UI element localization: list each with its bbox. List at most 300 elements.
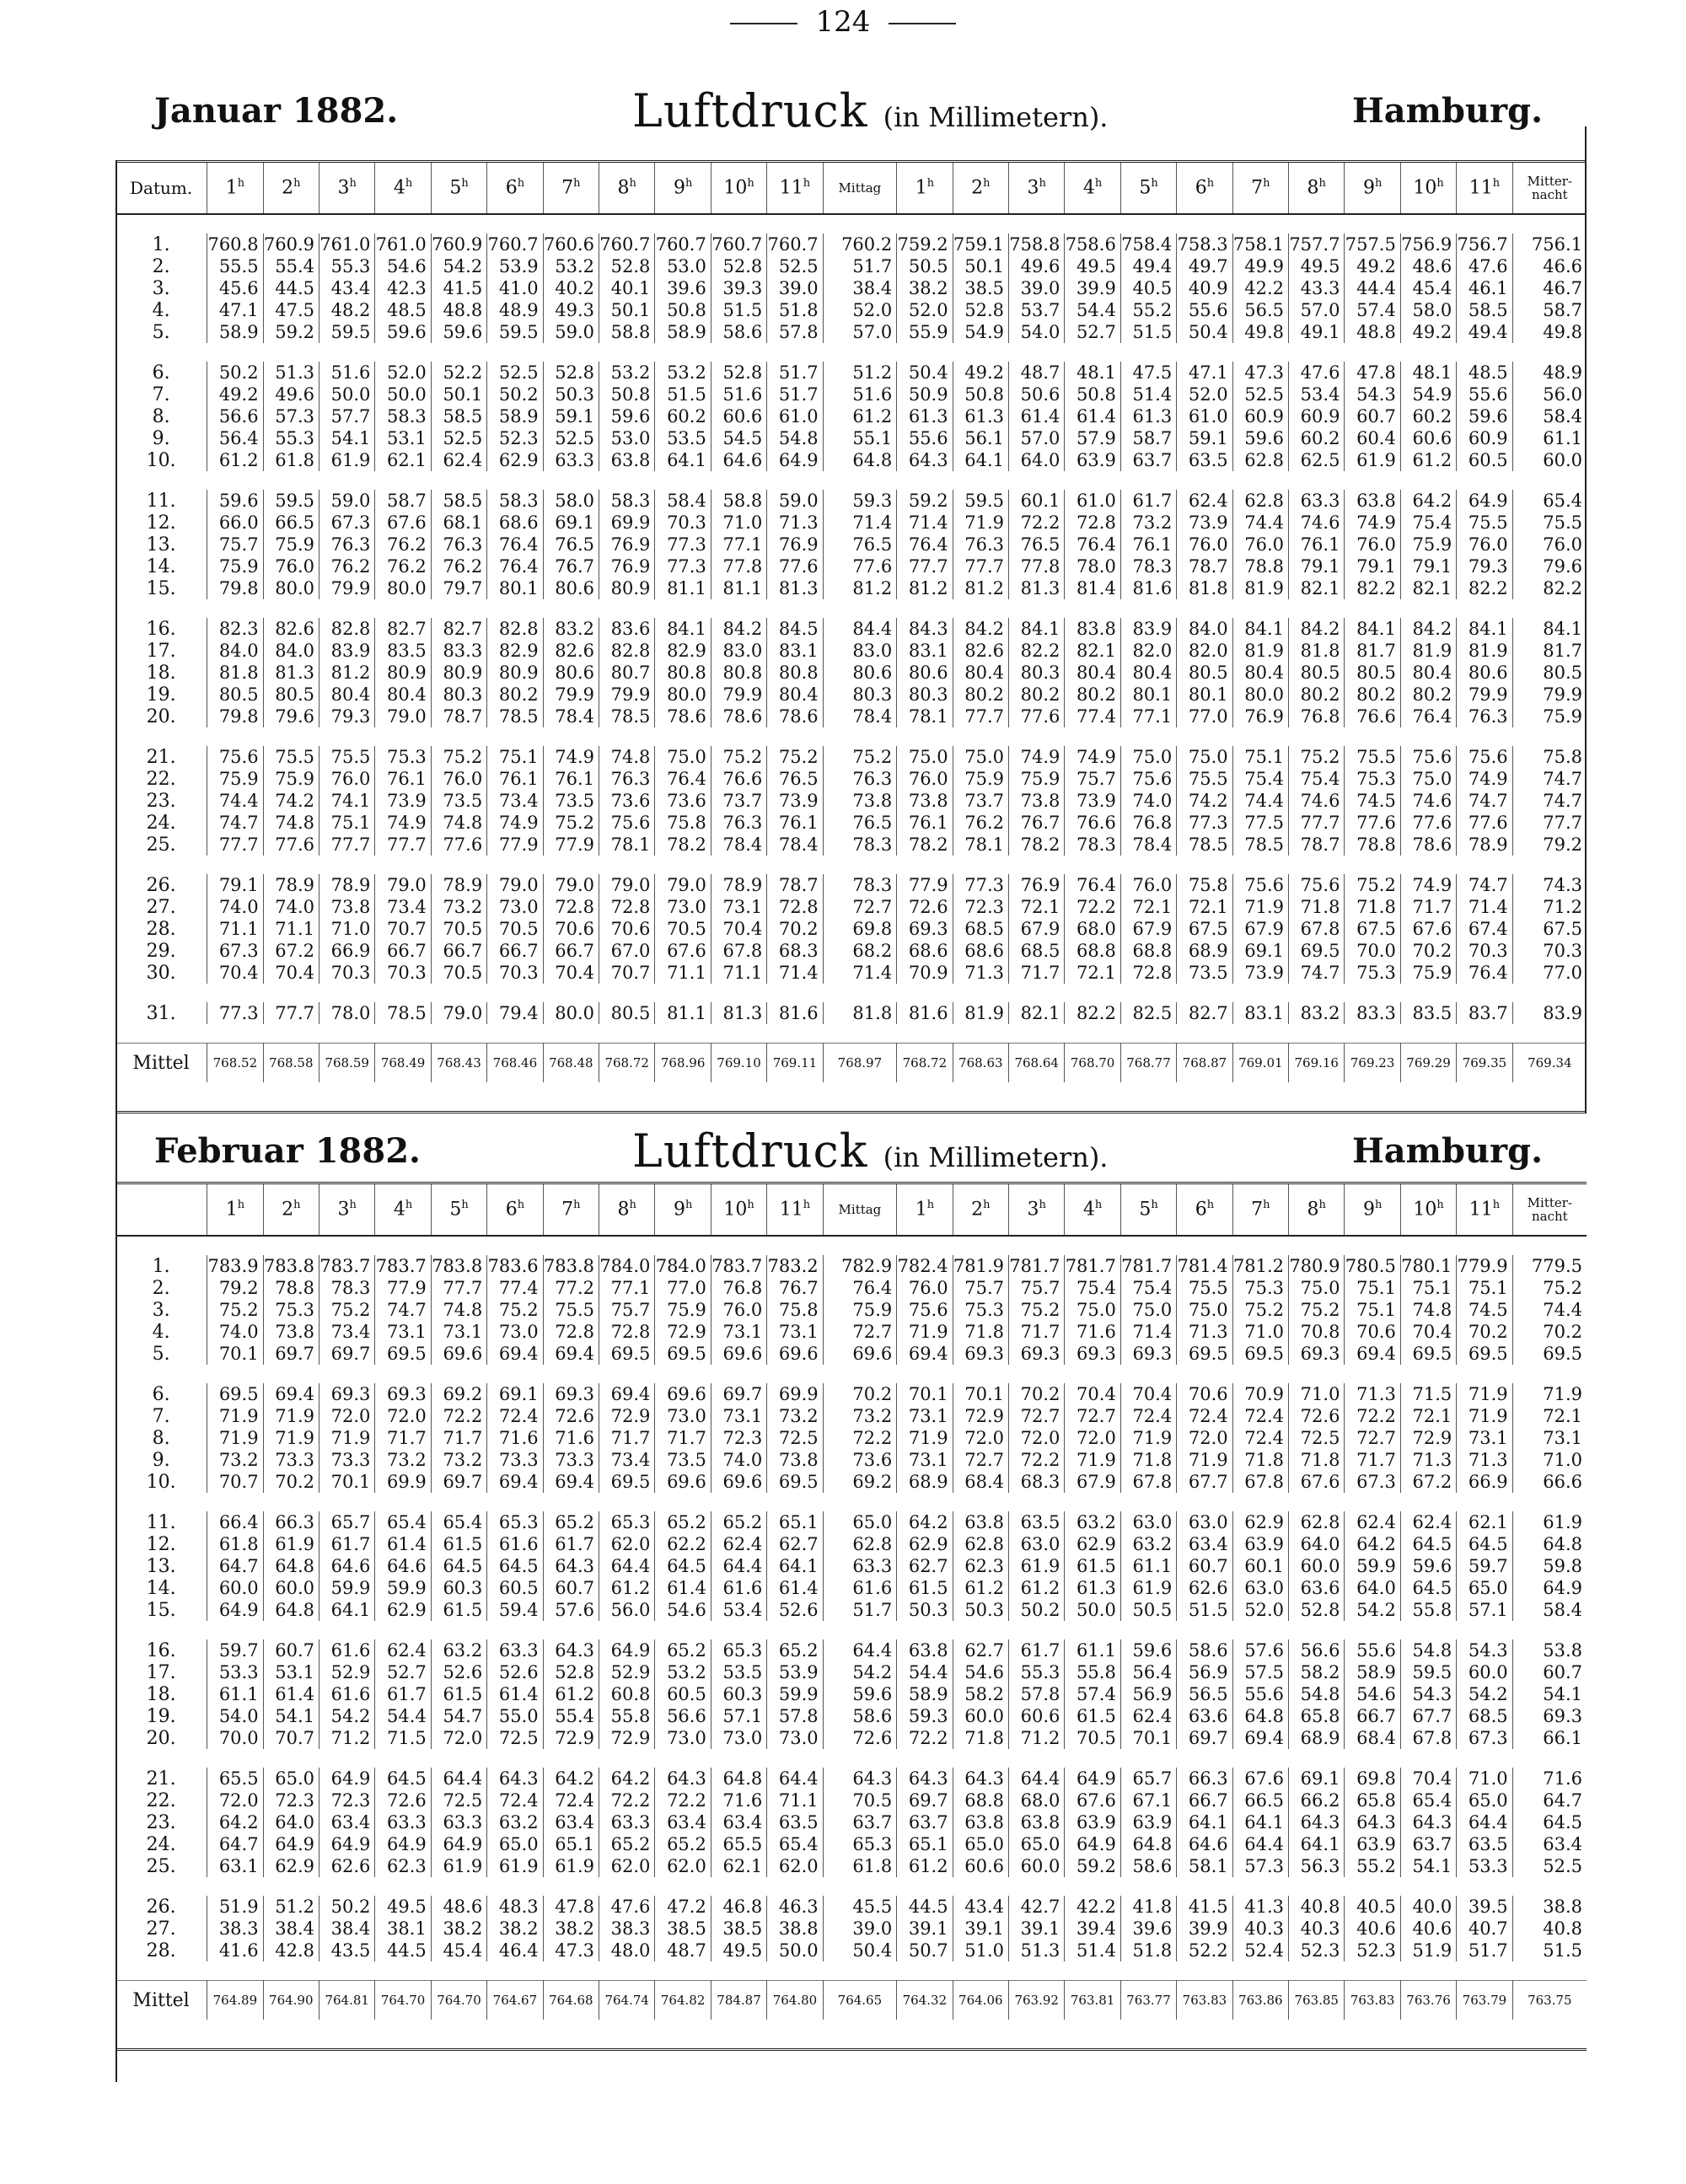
pressure-cell: 78.5 xyxy=(1232,834,1288,856)
date-cell: 20. xyxy=(115,706,207,727)
pressure-cell: 49.5 xyxy=(1065,255,1120,277)
pressure-cell: 61.8 xyxy=(263,449,319,471)
pressure-cell: 84.2 xyxy=(711,618,766,640)
pressure-cell: 69.7 xyxy=(1177,1727,1232,1749)
pressure-cell: 58.0 xyxy=(543,490,599,512)
pressure-cell: 76.7 xyxy=(767,1277,823,1299)
pressure-cell: 74.9 xyxy=(543,746,599,768)
pressure-cell: 67.6 xyxy=(1232,1768,1288,1790)
pressure-cell: 59.6 xyxy=(1400,1555,1456,1577)
pressure-cell: 60.0 xyxy=(1009,1855,1065,1877)
pressure-cell: 75.3 xyxy=(953,1299,1008,1321)
pressure-cell: 73.1 xyxy=(767,1321,823,1343)
group-gap xyxy=(115,1493,1587,1511)
pressure-cell: 59.5 xyxy=(953,490,1008,512)
pressure-cell: 56.4 xyxy=(1120,1661,1176,1683)
pressure-cell: 62.9 xyxy=(1065,1533,1120,1555)
table-row xyxy=(115,1449,1587,1471)
pressure-cell: 52.5 xyxy=(487,362,543,384)
pressure-cell: 80.5 xyxy=(263,684,319,706)
mittel-cell: 763.81 xyxy=(1065,1981,1120,2020)
pressure-cell: 71.0 xyxy=(319,918,374,940)
pressure-cell: 69.8 xyxy=(1345,1768,1400,1790)
date-cell: 14. xyxy=(115,1577,207,1599)
pressure-cell: 82.2 xyxy=(1065,1002,1120,1024)
pressure-cell: 39.0 xyxy=(767,277,823,299)
pressure-cell: 83.2 xyxy=(543,618,599,640)
pressure-cell: 64.5 xyxy=(1457,1533,1512,1555)
pressure-cell: 44.4 xyxy=(1345,277,1400,299)
pressure-cell: 56.5 xyxy=(1232,299,1288,321)
pressure-cell: 64.3 xyxy=(1289,1811,1345,1833)
pressure-cell: 60.9 xyxy=(1457,427,1512,449)
pressure-cell: 76.5 xyxy=(823,534,897,555)
table-row xyxy=(115,662,1587,684)
pressure-cell: 61.4 xyxy=(263,1683,319,1705)
pressure-cell: 77.4 xyxy=(487,1277,543,1299)
pressure-cell: 70.4 xyxy=(1065,1383,1120,1405)
pressure-cell: 64.3 xyxy=(543,1639,599,1661)
table-row xyxy=(115,362,1587,384)
pressure-cell: 71.3 xyxy=(1457,1449,1512,1471)
pressure-cell: 78.5 xyxy=(487,706,543,727)
pressure-cell: 76.3 xyxy=(599,768,655,790)
pressure-cell: 39.6 xyxy=(1120,1918,1176,1940)
pressure-cell: 81.7 xyxy=(1345,640,1400,662)
pressure-cell: 75.2 xyxy=(487,1299,543,1321)
pressure-cell: 62.0 xyxy=(599,1855,655,1877)
pressure-cell: 70.3 xyxy=(1457,940,1512,962)
pressure-cell: 57.5 xyxy=(1232,1661,1288,1683)
pressure-cell: 72.2 xyxy=(599,1790,655,1811)
pressure-cell: 63.8 xyxy=(1009,1811,1065,1833)
pressure-cell: 81.9 xyxy=(1457,640,1512,662)
date-cell: 4. xyxy=(115,299,207,321)
pressure-cell: 76.9 xyxy=(767,534,823,555)
pressure-cell: 73.2 xyxy=(431,1449,486,1471)
pressure-cell: 72.7 xyxy=(823,896,897,918)
pressure-cell: 59.8 xyxy=(1543,1556,1582,1576)
pressure-cell: 51.8 xyxy=(767,299,823,321)
pressure-cell: 74.9 xyxy=(1457,768,1512,790)
table-row xyxy=(115,449,1587,471)
pressure-cell: 64.7 xyxy=(207,1555,263,1577)
pressure-cell: 760.9 xyxy=(431,233,486,255)
pressure-cell: 66.0 xyxy=(207,512,263,534)
pressure-cell: 56.1 xyxy=(953,427,1008,449)
pressure-cell: 61.2 xyxy=(953,1577,1008,1599)
pressure-cell: 41.3 xyxy=(1232,1896,1288,1918)
pressure-cell: 58.8 xyxy=(711,490,766,512)
pressure-cell: 74.2 xyxy=(1177,790,1232,812)
pressure-cell: 73.7 xyxy=(711,790,766,812)
pressure-cell: 75.2 xyxy=(823,746,897,768)
pressure-cell: 43.3 xyxy=(1289,277,1345,299)
date-cell: 11. xyxy=(115,490,207,512)
february-table-title xyxy=(632,1124,1108,1178)
date-cell: 18. xyxy=(115,662,207,684)
february-city: Hamburg. xyxy=(1351,1131,1543,1171)
bottom-rule xyxy=(115,2048,1587,2051)
hour-header: 2$^h$ xyxy=(263,1183,319,1237)
pressure-cell: 69.1 xyxy=(487,1383,543,1405)
pressure-cell: 73.2 xyxy=(767,1405,823,1427)
pressure-cell: 77.7 xyxy=(953,555,1008,577)
pressure-cell: 63.4 xyxy=(543,1811,599,1833)
pressure-cell: 79.1 xyxy=(207,874,263,896)
pressure-cell: 70.7 xyxy=(207,1471,263,1493)
pressure-cell: 61.4 xyxy=(487,1683,543,1705)
pressure-cell: 68.5 xyxy=(1457,1705,1512,1727)
table-row xyxy=(115,618,1587,640)
pressure-cell: 76.4 xyxy=(1457,962,1512,984)
pressure-cell: 52.0 xyxy=(1232,1599,1288,1621)
pressure-cell: 74.0 xyxy=(263,896,319,918)
pressure-cell: 72.2 xyxy=(1345,1405,1400,1427)
pressure-cell: 68.1 xyxy=(431,512,486,534)
pressure-cell: 80.6 xyxy=(897,662,953,684)
pressure-cell: 67.3 xyxy=(207,940,263,962)
pressure-cell: 69.2 xyxy=(431,1383,486,1405)
pressure-cell: 59.1 xyxy=(1177,427,1232,449)
pressure-cell: 59.0 xyxy=(319,490,374,512)
pressure-cell: 65.3 xyxy=(711,1639,766,1661)
pressure-cell: 84.4 xyxy=(823,618,897,640)
pressure-cell: 71.6 xyxy=(1543,1768,1582,1789)
table-row xyxy=(115,255,1587,277)
pressure-cell: 69.2 xyxy=(823,1471,897,1493)
pressure-cell: 75.2 xyxy=(711,746,766,768)
pressure-cell: 78.0 xyxy=(1065,555,1120,577)
pressure-cell: 79.4 xyxy=(487,1002,543,1024)
pressure-cell: 64.5 xyxy=(375,1768,431,1790)
pressure-cell: 66.2 xyxy=(1289,1790,1345,1811)
pressure-cell: 49.3 xyxy=(543,299,599,321)
pressure-cell: 61.3 xyxy=(1120,405,1176,427)
pressure-cell: 75.8 xyxy=(655,812,711,834)
pressure-cell: 67.6 xyxy=(655,940,711,962)
pressure-cell: 65.4 xyxy=(767,1833,823,1855)
pressure-cell: 43.5 xyxy=(319,1940,374,1961)
pressure-cell: 40.5 xyxy=(1345,1896,1400,1918)
pressure-cell: 40.6 xyxy=(1345,1918,1400,1940)
pressure-cell: 76.9 xyxy=(1009,874,1065,896)
pressure-cell: 77.1 xyxy=(599,1277,655,1299)
pressure-cell: 77.0 xyxy=(1177,706,1232,727)
pressure-cell: 72.4 xyxy=(1232,1405,1288,1427)
pressure-cell: 51.2 xyxy=(263,1896,319,1918)
hour-header: 8$^h$ xyxy=(599,1183,655,1237)
pressure-cell: 780.1 xyxy=(1400,1255,1456,1277)
pressure-cell: 64.9 xyxy=(263,1833,319,1855)
pressure-cell: 74.9 xyxy=(1400,874,1456,896)
pressure-cell: 783.7 xyxy=(375,1255,431,1277)
pressure-cell: 49.5 xyxy=(375,1896,431,1918)
pressure-cell: 63.7 xyxy=(1120,449,1176,471)
pressure-cell: 77.7 xyxy=(953,706,1008,727)
pressure-cell: 61.3 xyxy=(953,405,1008,427)
pressure-cell: 79.6 xyxy=(1543,556,1582,577)
pressure-cell: 45.4 xyxy=(1400,277,1456,299)
pressure-cell: 79.2 xyxy=(207,1277,263,1299)
pressure-cell: 80.0 xyxy=(543,1002,599,1024)
pressure-cell: 64.2 xyxy=(1400,490,1456,512)
pressure-cell: 73.1 xyxy=(1543,1428,1582,1448)
pressure-cell: 55.0 xyxy=(487,1705,543,1727)
pressure-cell: 83.3 xyxy=(431,640,486,662)
pressure-cell: 84.1 xyxy=(1543,619,1582,639)
pressure-cell: 76.2 xyxy=(953,812,1008,834)
hour-header: 11$^h$ xyxy=(1457,162,1512,215)
pressure-cell: 46.8 xyxy=(711,1896,766,1918)
pressure-cell: 71.8 xyxy=(953,1727,1008,1749)
pressure-cell: 71.8 xyxy=(1289,1449,1345,1471)
pressure-cell: 54.9 xyxy=(953,321,1008,343)
pressure-cell: 52.5 xyxy=(431,427,486,449)
date-cell: 24. xyxy=(115,812,207,834)
pressure-cell: 65.2 xyxy=(711,1511,766,1533)
hour-header: 2$^h$ xyxy=(263,162,319,215)
hour-header: 1$^h$ xyxy=(897,162,953,215)
pressure-cell: 783.2 xyxy=(767,1255,823,1277)
pressure-cell: 779.5 xyxy=(1531,1256,1582,1276)
pressure-cell: 48.1 xyxy=(1400,362,1456,384)
pressure-cell: 63.0 xyxy=(1177,1511,1232,1533)
pressure-cell: 76.2 xyxy=(431,555,486,577)
pressure-cell: 48.3 xyxy=(487,1896,543,1918)
mittel-cell: 769.16 xyxy=(1289,1044,1345,1083)
pressure-cell: 72.7 xyxy=(1345,1427,1400,1449)
pressure-cell: 70.2 xyxy=(1457,1321,1512,1343)
pressure-cell: 59.3 xyxy=(897,1705,953,1727)
pressure-cell: 77.7 xyxy=(897,555,953,577)
pressure-cell: 59.6 xyxy=(207,490,263,512)
pressure-cell: 58.3 xyxy=(487,490,543,512)
pressure-cell: 38.8 xyxy=(767,1918,823,1940)
table-row xyxy=(115,1639,1587,1661)
pressure-cell: 70.4 xyxy=(543,962,599,984)
table-row xyxy=(115,384,1587,405)
pressure-cell: 59.5 xyxy=(1400,1661,1456,1683)
datum-header xyxy=(115,1183,207,1237)
pressure-cell: 80.6 xyxy=(543,577,599,599)
pressure-cell: 80.5 xyxy=(599,1002,655,1024)
mittel-cell: 768.96 xyxy=(655,1044,711,1083)
hour-header: 6$^h$ xyxy=(1177,162,1232,215)
pressure-cell: 64.8 xyxy=(263,1555,319,1577)
pressure-cell: 68.3 xyxy=(767,940,823,962)
pressure-cell: 82.2 xyxy=(1457,577,1512,599)
pressure-cell: 79.0 xyxy=(655,874,711,896)
pressure-cell: 64.1 xyxy=(1232,1811,1288,1833)
pressure-cell: 71.6 xyxy=(711,1790,766,1811)
pressure-cell: 75.7 xyxy=(953,1277,1008,1299)
pressure-cell: 74.0 xyxy=(207,1321,263,1343)
table-row xyxy=(115,1661,1587,1683)
pressure-cell: 76.0 xyxy=(431,768,486,790)
pressure-cell: 60.6 xyxy=(1400,427,1456,449)
pressure-cell: 58.5 xyxy=(431,405,486,427)
pressure-cell: 51.5 xyxy=(1177,1599,1232,1621)
pressure-cell: 76.4 xyxy=(1065,534,1120,555)
pressure-cell: 52.5 xyxy=(543,427,599,449)
pressure-cell: 55.6 xyxy=(1345,1639,1400,1661)
pressure-cell: 54.1 xyxy=(1543,1684,1582,1704)
pressure-cell: 77.6 xyxy=(1345,812,1400,834)
pressure-cell: 70.4 xyxy=(711,918,766,940)
pressure-cell: 82.3 xyxy=(207,618,263,640)
pressure-cell: 73.2 xyxy=(375,1449,431,1471)
pressure-cell: 60.2 xyxy=(655,405,711,427)
mittel-cell: 768.77 xyxy=(1120,1044,1176,1083)
pressure-cell: 760.8 xyxy=(207,233,263,255)
pressure-cell: 60.2 xyxy=(1400,405,1456,427)
pressure-cell: 54.6 xyxy=(1345,1683,1400,1705)
pressure-cell: 59.7 xyxy=(207,1639,263,1661)
pressure-cell: 57.8 xyxy=(1009,1683,1065,1705)
pressure-cell: 70.4 xyxy=(1400,1768,1456,1790)
pressure-cell: 73.1 xyxy=(711,1405,766,1427)
pressure-cell: 58.4 xyxy=(1543,1600,1582,1620)
pressure-cell: 69.4 xyxy=(487,1471,543,1493)
pressure-cell: 77.6 xyxy=(767,555,823,577)
pressure-cell: 84.2 xyxy=(953,618,1008,640)
pressure-cell: 61.5 xyxy=(897,1577,953,1599)
table-row xyxy=(115,1321,1587,1343)
pressure-cell: 62.3 xyxy=(375,1855,431,1877)
pressure-cell: 76.6 xyxy=(1345,706,1400,727)
pressure-cell: 63.9 xyxy=(1120,1811,1176,1833)
pressure-cell: 74.7 xyxy=(1457,874,1512,896)
pressure-cell: 48.9 xyxy=(487,299,543,321)
pressure-cell: 62.0 xyxy=(767,1855,823,1877)
pressure-cell: 51.9 xyxy=(1400,1940,1456,1961)
pressure-cell: 71.0 xyxy=(1232,1321,1288,1343)
pressure-cell: 67.3 xyxy=(1457,1727,1512,1749)
pressure-cell: 54.6 xyxy=(375,255,431,277)
date-cell: 1. xyxy=(115,233,207,255)
pressure-cell: 49.4 xyxy=(1457,321,1512,343)
date-cell: 17. xyxy=(115,1661,207,1683)
pressure-cell: 50.0 xyxy=(375,384,431,405)
pressure-cell: 59.0 xyxy=(543,321,599,343)
pressure-cell: 73.1 xyxy=(375,1321,431,1343)
pressure-cell: 71.0 xyxy=(1289,1383,1345,1405)
pressure-cell: 64.1 xyxy=(1289,1833,1345,1855)
pressure-cell: 70.2 xyxy=(1009,1383,1065,1405)
pressure-cell: 49.2 xyxy=(207,384,263,405)
pressure-cell: 72.9 xyxy=(599,1727,655,1749)
pressure-cell: 57.4 xyxy=(1345,299,1400,321)
pressure-cell: 80.2 xyxy=(1400,684,1456,706)
pressure-cell: 53.9 xyxy=(487,255,543,277)
pressure-cell: 76.4 xyxy=(487,534,543,555)
pressure-cell: 65.3 xyxy=(599,1511,655,1533)
pressure-cell: 63.2 xyxy=(1120,1533,1176,1555)
mittel-cell: 763.79 xyxy=(1457,1981,1512,2020)
pressure-cell: 58.6 xyxy=(711,321,766,343)
date-cell: 22. xyxy=(115,768,207,790)
pressure-cell: 50.1 xyxy=(431,384,486,405)
pressure-cell: 52.2 xyxy=(431,362,486,384)
pressure-cell: 71.4 xyxy=(897,512,953,534)
pressure-cell: 73.7 xyxy=(953,790,1008,812)
pressure-cell: 62.8 xyxy=(823,1533,897,1555)
pressure-cell: 70.0 xyxy=(207,1727,263,1749)
pressure-cell: 75.8 xyxy=(1177,874,1232,896)
date-cell: 23. xyxy=(115,790,207,812)
pressure-cell: 72.8 xyxy=(767,896,823,918)
pressure-cell: 57.0 xyxy=(1289,299,1345,321)
february-pressure-table xyxy=(115,1182,1587,2020)
pressure-cell: 67.8 xyxy=(1120,1471,1176,1493)
pressure-cell: 53.5 xyxy=(655,427,711,449)
pressure-cell: 80.7 xyxy=(599,662,655,684)
pressure-cell: 67.6 xyxy=(1065,1790,1120,1811)
pressure-cell: 54.8 xyxy=(1400,1639,1456,1661)
pressure-cell: 76.5 xyxy=(767,768,823,790)
date-cell: 25. xyxy=(115,834,207,856)
pressure-cell: 51.0 xyxy=(953,1940,1008,1961)
hour-header: 10$^h$ xyxy=(711,162,766,215)
pressure-cell: 63.4 xyxy=(319,1811,374,1833)
pressure-cell: 69.3 xyxy=(1543,1706,1582,1726)
pressure-cell: 71.8 xyxy=(1120,1449,1176,1471)
pressure-cell: 52.8 xyxy=(543,1661,599,1683)
pressure-cell: 82.1 xyxy=(1400,577,1456,599)
pressure-cell: 39.5 xyxy=(1457,1896,1512,1918)
pressure-cell: 61.6 xyxy=(711,1577,766,1599)
pressure-cell: 75.6 xyxy=(1400,746,1456,768)
pressure-cell: 62.4 xyxy=(431,449,486,471)
pressure-cell: 78.7 xyxy=(767,874,823,896)
pressure-cell: 49.2 xyxy=(953,362,1008,384)
february-header xyxy=(0,1124,1686,1178)
date-cell: 2. xyxy=(115,1277,207,1299)
pressure-cell: 77.0 xyxy=(1543,963,1582,983)
mittel-cell: 768.52 xyxy=(207,1044,263,1083)
date-cell: 15. xyxy=(115,1599,207,1621)
pressure-cell: 59.9 xyxy=(375,1577,431,1599)
pressure-cell: 74.6 xyxy=(1289,512,1345,534)
pressure-cell: 72.2 xyxy=(431,1405,486,1427)
pressure-cell: 51.8 xyxy=(1120,1940,1176,1961)
table-row xyxy=(115,640,1587,662)
pressure-cell: 72.2 xyxy=(823,1427,897,1449)
pressure-cell: 81.9 xyxy=(1232,640,1288,662)
pressure-cell: 78.8 xyxy=(1232,555,1288,577)
pressure-cell: 81.3 xyxy=(767,577,823,599)
group-gap xyxy=(115,1365,1587,1383)
pressure-cell: 64.4 xyxy=(1009,1768,1065,1790)
pressure-cell: 64.7 xyxy=(1543,1790,1582,1811)
pressure-cell: 72.3 xyxy=(319,1790,374,1811)
pressure-cell: 65.7 xyxy=(1120,1768,1176,1790)
pressure-cell: 56.0 xyxy=(1543,384,1582,405)
pressure-cell: 52.3 xyxy=(487,427,543,449)
pressure-cell: 71.3 xyxy=(1400,1449,1456,1471)
table-row xyxy=(115,1343,1587,1365)
pressure-cell: 72.0 xyxy=(431,1727,486,1749)
pressure-cell: 62.1 xyxy=(375,449,431,471)
mittel-cell: 764.06 xyxy=(953,1981,1008,2020)
pressure-cell: 71.3 xyxy=(953,962,1008,984)
pressure-cell: 84.0 xyxy=(1177,618,1232,640)
pressure-cell: 64.9 xyxy=(319,1833,374,1855)
pressure-cell: 84.0 xyxy=(263,640,319,662)
pressure-cell: 71.8 xyxy=(953,1321,1008,1343)
pressure-cell: 75.5 xyxy=(1457,512,1512,534)
